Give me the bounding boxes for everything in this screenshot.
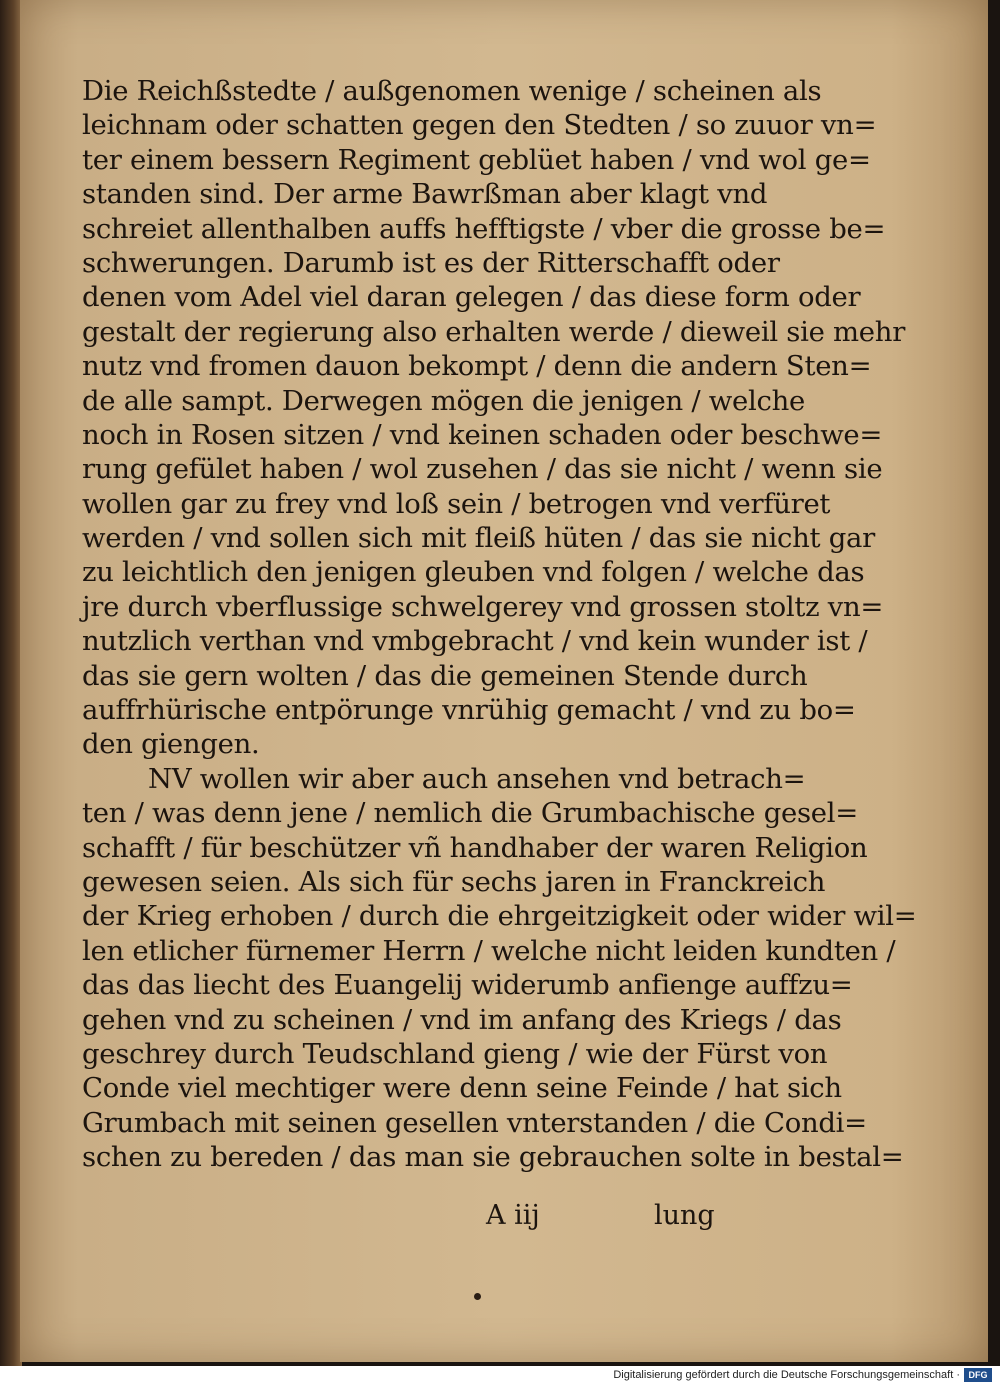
text-line: schen zu bereden / das man sie gebrauchen solte in bestal= <box>82 1141 904 1174</box>
page-text <box>82 74 917 1175</box>
text-line: leichnam oder schatten gegen den Stedten / so zuuor vn= <box>82 109 877 142</box>
catchword: lung <box>654 1200 715 1231</box>
text-line: schafft / für beschützer vñ handhaber der waren Religion <box>82 831 868 864</box>
text-line: ten / was denn jene / nemlich die Grumbachische gesel= <box>82 797 859 830</box>
text-line: denen vom Adel viel daran gelegen / das diese form oder <box>82 281 861 314</box>
text-line: len etlicher fürnemer Herrn / welche nicht leiden kundten / <box>82 934 896 967</box>
text-line: Grumbach mit seinen gesellen vnterstanden / die Condi= <box>82 1106 867 1139</box>
text-line: das das liecht des Euangelij widerumb anfienge auffzu= <box>82 969 853 1002</box>
text-line: werden / vnd sollen sich mit fleiß hüten / das sie nicht gar <box>82 522 875 555</box>
ink-dot <box>474 1293 481 1300</box>
text-line: gewesen seien. Als sich für sechs jaren in Franckreich <box>82 865 826 898</box>
text-line: wollen gar zu frey vnd loß sein / betrogen vnd verfüret <box>82 487 831 520</box>
text-line: ter einem bessern Regiment geblüet haben / vnd wol ge= <box>82 143 871 176</box>
text-line: auffrhürische entpörunge vnrühig gemacht / vnd zu bo= <box>82 694 856 727</box>
text-line: NV wollen wir aber auch ansehen vnd betrach= <box>148 762 806 795</box>
footer-credit: Digitalisierung gefördert durch die Deutsche Forschungsgemeinschaft · <box>613 1369 960 1381</box>
text-line: Conde viel mechtiger were denn seine Feinde / hat sich <box>82 1072 842 1105</box>
text-line: das sie gern wolten / das die gemeinen Stende durch <box>82 659 808 692</box>
text-line: standen sind. Der arme Bawrßman aber klagt vnd <box>82 178 768 211</box>
text-line: zu leichtlich den jenigen gleuben vnd folgen / welche das <box>82 556 865 589</box>
book-spine <box>0 0 22 1366</box>
footer-bar <box>0 1366 1000 1386</box>
dfg-logo-icon: DFG <box>964 1368 992 1382</box>
text-line: schreiet allenthalben auffs hefftigste / vber die grosse be= <box>82 212 886 245</box>
text-line: de alle sampt. Derwegen mögen die jenigen / welche <box>82 384 805 417</box>
text-line: nutz vnd fromen dauon bekompt / denn die andern Sten= <box>82 350 872 383</box>
text-line: den giengen. <box>82 728 260 761</box>
text-line: nutzlich verthan vnd vmbgebracht / vnd kein wunder ist / <box>82 625 868 658</box>
signature-mark: A iij <box>486 1200 540 1231</box>
text-line: geschrey durch Teudschland gieng / wie der Fürst von <box>82 1037 828 1070</box>
text-line: jre durch vberflussige schwelgerey vnd grossen stoltz vn= <box>82 590 884 623</box>
text-line: der Krieg erhoben / durch die ehrgeitzigkeit oder wider wil= <box>82 900 917 933</box>
text-line: gestalt der regierung also erhalten werde / dieweil sie mehr <box>82 315 906 348</box>
text-line: Die Reichßstedte / außgenomen wenige / scheinen als <box>82 75 822 107</box>
text-line: rung gefület haben / wol zusehen / das sie nicht / wenn sie <box>82 453 883 486</box>
text-line: schwerungen. Darumb ist es der Ritterschafft oder <box>82 246 780 279</box>
text-line: gehen vnd zu scheinen / vnd im anfang des Kriegs / das <box>82 1003 842 1036</box>
text-line: noch in Rosen sitzen / vnd keinen schaden oder beschwe= <box>82 418 883 451</box>
